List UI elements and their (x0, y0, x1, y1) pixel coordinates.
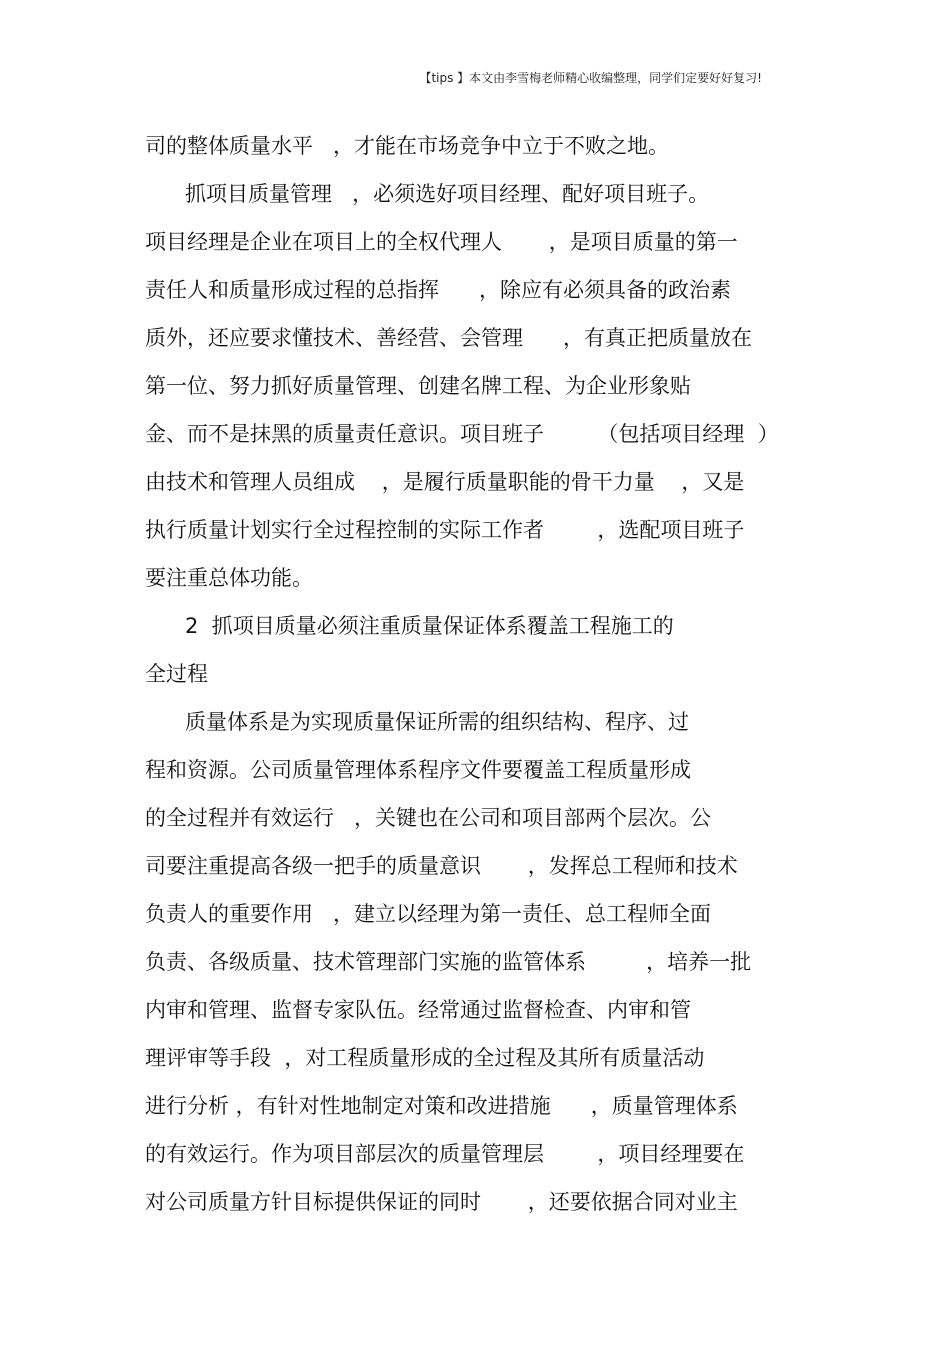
body-line: 理评审等手段 ，对工程质量形成的全过程及其所有质量活动 (145, 1046, 705, 1070)
body-line: 项目经理是企业在项目上的全权代理人 ，是项目质量的第一 (145, 230, 738, 254)
body-line: 第一位、努力抓好质量管理、创建名牌工程、为企业形象贴 (145, 374, 691, 398)
body-line: 司要注重提高各级一把手的质量意识 ，发挥总工程师和技术 (145, 854, 738, 878)
body-line: 程和资源。公司质量管理体系程序文件要覆盖工程质量形成 (145, 758, 691, 782)
body-line: 金、而不是抹黑的质量责任意识。项目班子 （包括项目经理 ） (145, 422, 779, 446)
section-heading: 全过程 (145, 662, 208, 686)
body-line: 负责人的重要作用 ，建立以经理为第一责任、总工程师全面 (145, 902, 712, 926)
body-line: 质外，还应要求懂技术、善经营、会管理 ，有真正把质量放在 (145, 326, 753, 350)
body-line: 质量体系是为实现质量保证所需的组织结构、程序、过 (145, 710, 690, 734)
body-line: 责任人和质量形成过程的总指挥 ，除应有必须具备的政治素 (145, 278, 732, 302)
body-line: 执行质量计划实行全过程控制的实际工作者 ，选配项目班子 (145, 518, 745, 542)
section-heading: 2 抓项目质量必须注重质量保证体系覆盖工程施工的 (145, 614, 674, 638)
header-tip: 【tips 】本文由李雪梅老师精心收编整理，同学们定要好好复习! (419, 71, 762, 85)
body-line: 的有效运行。作为项目部层次的质量管理层 ，项目经理要在 (145, 1142, 745, 1166)
body-line: 进行分析 ，有针对性地制定对策和改进措施 ，质量管理体系 (145, 1094, 738, 1118)
body-line: 对公司质量方针目标提供保证的同时 ，还要依据合同对业主 (145, 1190, 738, 1214)
body-line: 由技术和管理人员组成 ，是履行质量职能的骨干力量 ，又是 (145, 470, 745, 494)
body-line: 的全过程并有效运行 ，关键也在公司和项目部两个层次。公 (145, 806, 712, 830)
body-line: 抓项目质量管理 ，必须选好项目经理、配好项目班子。 (145, 182, 710, 206)
body-line: 负责、各级质量、技术管理部门实施的监管体系 ，培养一批 (145, 950, 752, 974)
body-line: 内审和管理、监督专家队伍。经常通过监督检查、内审和管 (145, 998, 691, 1022)
body-line: 要注重总体功能。 (145, 566, 313, 590)
body-line: 司的整体质量水平 ，才能在市场竞争中立于不败之地。 (145, 134, 670, 158)
